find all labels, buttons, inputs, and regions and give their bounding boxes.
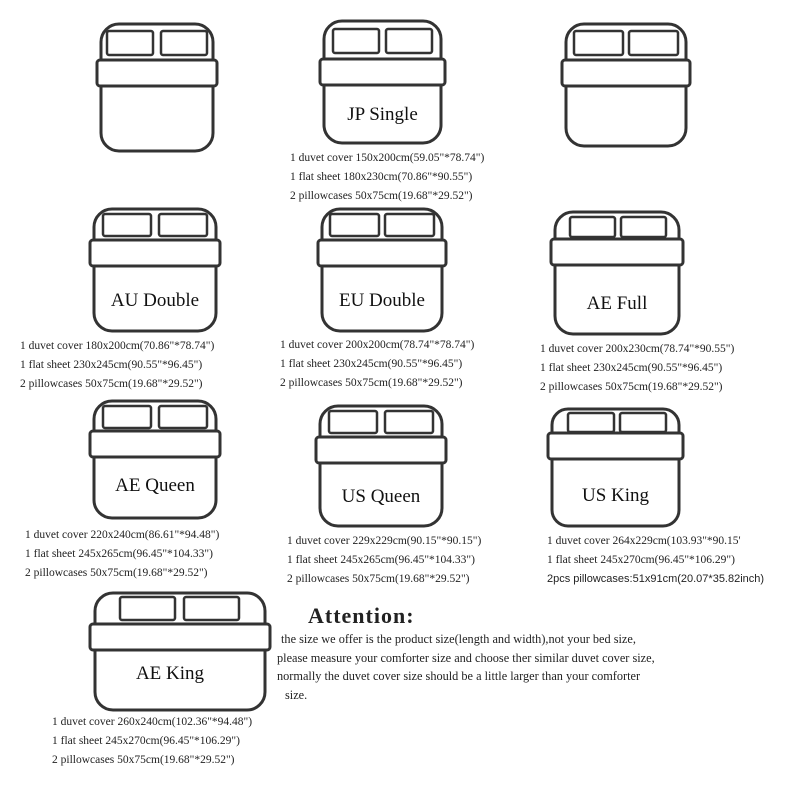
spec-pillowcases: 2 pillowcases 50x75cm(19.68"*29.52") bbox=[25, 567, 208, 579]
bed-icon bbox=[90, 397, 220, 522]
spec-flat-sheet: 1 flat sheet 245x265cm(96.45"*104.33") bbox=[25, 548, 213, 560]
bed-ae-full bbox=[551, 208, 683, 338]
spec-duvet: 1 duvet cover 200x200cm(78.74"*78.74") bbox=[280, 339, 475, 351]
spec-flat-sheet: 1 flat sheet 245x270cm(96.45"*106.29") bbox=[547, 554, 735, 566]
bed-icon bbox=[551, 208, 683, 338]
spec-pillowcases: 2pcs pillowcases:51x91cm(20.07*35.82inch) bbox=[547, 573, 765, 585]
spec-pillowcases: 2 pillowcases 50x75cm(19.68"*29.52") bbox=[20, 378, 203, 390]
bed-label: AE King bbox=[135, 663, 205, 684]
bed-icon bbox=[318, 205, 446, 335]
bed-label: EU Double bbox=[338, 290, 425, 311]
spec-duvet: 1 duvet cover 180x200cm(70.86"*78.74") bbox=[20, 340, 215, 352]
bed-au-double bbox=[90, 205, 220, 335]
bed-label: US King bbox=[581, 485, 650, 506]
spec-pillowcases: 2 pillowcases 50x75cm(19.68"*29.52") bbox=[290, 190, 473, 202]
bed-label: AE Queen bbox=[115, 475, 195, 496]
spec-duvet: 1 duvet cover 150x200cm(59.05"*78.74") bbox=[290, 152, 485, 164]
specs-au-double bbox=[20, 337, 214, 394]
spec-duvet: 1 duvet cover 264x229cm(103.93"*90.15' bbox=[547, 535, 741, 547]
bed-icon bbox=[97, 20, 217, 155]
spec-pillowcases: 2 pillowcases 50x75cm(19.68"*29.52") bbox=[52, 754, 235, 766]
spec-pillowcases: 2 pillowcases 50x75cm(19.68"*29.52") bbox=[540, 381, 723, 393]
spec-pillowcases: 2 pillowcases 50x75cm(19.68"*29.52") bbox=[287, 573, 470, 585]
specs-jp-single bbox=[290, 149, 484, 206]
bed-label: AE Full bbox=[586, 293, 648, 314]
specs-us-king bbox=[547, 532, 764, 589]
specs-eu-double bbox=[280, 336, 474, 393]
bed-ae-queen bbox=[90, 397, 220, 522]
bed-icon bbox=[90, 589, 270, 714]
bed-eu-double bbox=[318, 205, 446, 335]
spec-duvet: 1 duvet cover 229x229cm(90.15"*90.15") bbox=[287, 535, 482, 547]
attention-line: size. bbox=[285, 687, 308, 702]
attention-line: please measure your comforter size and choose ther similar duvet cover size, bbox=[277, 650, 655, 665]
bed-top-right bbox=[562, 20, 690, 150]
bed-us-queen bbox=[316, 402, 446, 530]
specs-ae-queen bbox=[25, 526, 219, 583]
spec-pillowcases: 2 pillowcases 50x75cm(19.68"*29.52") bbox=[280, 377, 463, 389]
bed-icon bbox=[316, 402, 446, 530]
bed-icon bbox=[562, 20, 690, 150]
spec-flat-sheet: 1 flat sheet 180x230cm(70.86"*90.55") bbox=[290, 171, 473, 183]
bed-us-king bbox=[548, 405, 683, 530]
spec-flat-sheet: 1 flat sheet 245x270cm(96.45"*106.29") bbox=[52, 735, 240, 747]
spec-duvet: 1 duvet cover 220x240cm(86.61"*94.48") bbox=[25, 529, 220, 541]
attention-line: normally the duvet cover size should be a little larger than your comforter bbox=[277, 669, 641, 683]
specs-ae-full bbox=[540, 340, 734, 397]
spec-flat-sheet: 1 flat sheet 230x245cm(90.55"*96.45") bbox=[280, 358, 463, 370]
bed-icon bbox=[320, 17, 445, 147]
spec-duvet: 1 duvet cover 200x230cm(78.74"*90.55") bbox=[540, 343, 735, 355]
bed-jp-single bbox=[320, 17, 445, 147]
specs-ae-king bbox=[52, 713, 252, 770]
spec-flat-sheet: 1 flat sheet 245x265cm(96.45"*104.33") bbox=[287, 554, 475, 566]
bed-label: US Queen bbox=[341, 486, 421, 507]
bed-label: AU Double bbox=[110, 290, 200, 311]
bed-label: JP Single bbox=[347, 104, 418, 125]
bed-ae-king bbox=[90, 589, 270, 714]
spec-flat-sheet: 1 flat sheet 230x245cm(90.55"*96.45") bbox=[20, 359, 203, 371]
specs-us-queen bbox=[287, 532, 481, 589]
attention-body bbox=[277, 630, 799, 704]
attention-title: Attention: bbox=[308, 603, 415, 628]
bed-top-left bbox=[97, 20, 217, 155]
bed-icon bbox=[548, 405, 683, 530]
bed-icon bbox=[90, 205, 220, 335]
attention-line: the size we offer is the product size(length and width),not your bed size, bbox=[281, 632, 636, 646]
spec-duvet: 1 duvet cover 260x240cm(102.36"*94.48") bbox=[52, 716, 253, 728]
spec-flat-sheet: 1 flat sheet 230x245cm(90.55"*96.45") bbox=[540, 362, 723, 374]
